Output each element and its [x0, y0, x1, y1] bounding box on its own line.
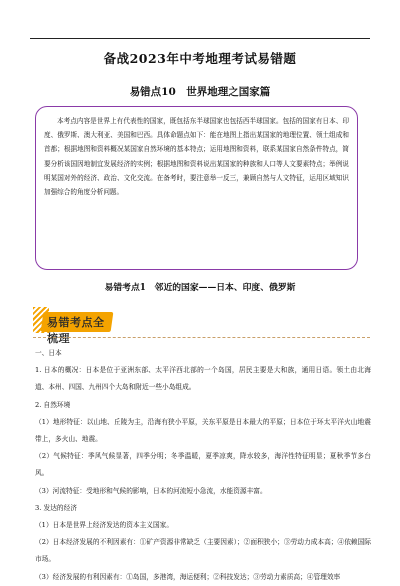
- content-line: （1）日本是世界上经济发达的资本主义国家。: [35, 521, 174, 530]
- content-line: （2）日本经济发展的不利因素有：①矿产资源非常缺乏（主要因素）；②面积狭小；③劳动力成本高；④依赖国际市场。: [35, 538, 371, 564]
- content-line: （3）经济发展的有利因素有：①岛国，多港湾，海运便利；②科技发达；③劳动力素质高；④管理效率: [35, 572, 341, 581]
- section-heading: 易错考点1 邻近的国家——日本、印度、俄罗斯: [104, 283, 296, 293]
- content-body: [35, 345, 371, 586]
- section-badge: [33, 307, 115, 345]
- badge-divider: [33, 337, 370, 338]
- content-line: 3. 发达的经济: [35, 503, 77, 512]
- content-line: 2. 自然环境: [35, 400, 71, 409]
- document-title: 备战2023年中考地理考试易错题: [103, 51, 297, 66]
- content-line: 一、日本: [35, 349, 62, 357]
- content-line: （2）气候特征：季风气候显著，四季分明；冬季温暖，夏季凉爽，降水较多，海洋性特征明显；夏秋季节多台风。: [35, 452, 371, 478]
- document-subtitle: 易错点10 世界地理之国家篇: [129, 86, 271, 98]
- badge-label: 易错考点全梳理: [47, 316, 105, 345]
- content-line: 1. 日本的概况：日本是位于亚洲东部、太平洋西北部的一个岛国，居民主要是大和族，通用日语。领土由北海道、本州、四国、九州四个大岛和附近一些小岛组成。: [35, 366, 371, 392]
- top-rule: [30, 38, 370, 39]
- intro-box: [35, 106, 358, 270]
- content-line: （3）河流特征：受地形和气候的影响，日本的河流短小急流，水能资源丰富。: [35, 486, 267, 495]
- content-line: （1）地形特征：以山地、丘陵为主，沿海有狭小平原，关东平原是日本最大的平原；日本位于环太平洋火山地震带上，多火山、地震。: [35, 417, 371, 444]
- intro-paragraph: 本考点内容是世界上有代表性的国家，既包括东半球国家也包括西半球国家。包括的国家有日本、印度、俄罗斯、澳大利亚、美国和巴西。具体命题点如下：能在地图上指出某国家的地理位置、领土组成和首都；根据地图和资料概况某国家自然环境的基本特点；运用地图和资料，联系某国家自然条件特点，简要分析该国因地制宜发展经济的实例；根据地图和资料说出某国家的种族和人口等人文要素特点；举例说明某国对外的经济、政治、文化交流。在备考时，要注意举一反三，兼顾自然与人文特征，运用区域知识加强综合的角度分析问题。: [44, 117, 349, 197]
